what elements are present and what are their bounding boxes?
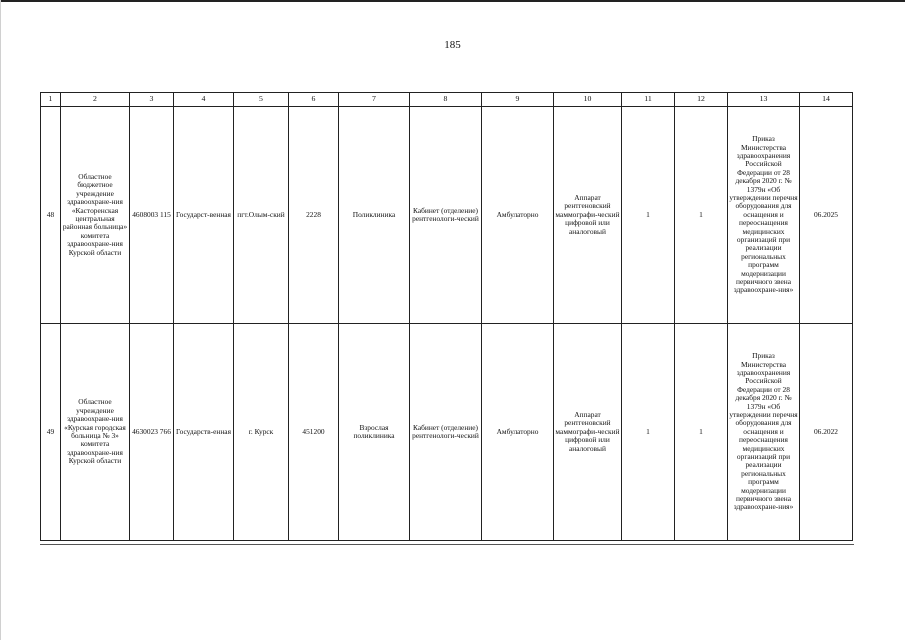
header-cell: 10 <box>554 93 622 107</box>
header-cell: 2 <box>61 93 130 107</box>
header-cell: 7 <box>339 93 410 107</box>
row-number: 49 <box>41 324 61 541</box>
header-cell: 14 <box>800 93 853 107</box>
legal-basis: Приказ Министерства здравоохранения Российской Федерации от 28 декабря 2020 г. № 1379н «Об утверждении перечня оборудования для оснащения и переоснащения медицинских организаций при реализации региональных программ модернизации первичного звена здравоохране-ния» <box>728 107 800 324</box>
quantity-a: 1 <box>622 107 675 324</box>
legal-basis: Приказ Министерства здравоохранения Российской Федерации от 28 декабря 2020 г. № 1379н «Об утверждении перечня оборудования для оснащения и переоснащения медицинских организаций при реализации региональных программ модернизации первичного звена здравоохране-ния» <box>728 324 800 541</box>
row-number: 48 <box>41 107 61 324</box>
header-cell: 3 <box>130 93 174 107</box>
page-bottom-rule <box>40 544 854 545</box>
table-row <box>41 107 853 324</box>
header-cell: 13 <box>728 93 800 107</box>
room-type: Кабинет (отделение) рентгенологи-ческий <box>410 107 482 324</box>
unit-type: Поликлиника <box>339 107 410 324</box>
page-number: 185 <box>444 39 461 51</box>
header-cell: 11 <box>622 93 675 107</box>
quantity-a: 1 <box>622 324 675 541</box>
header-cell: 9 <box>482 93 554 107</box>
locality: г. Курск <box>234 324 289 541</box>
scan-edge-top <box>0 0 905 2</box>
header-cell: 1 <box>41 93 61 107</box>
header-cell: 12 <box>675 93 728 107</box>
header-cell: 6 <box>289 93 339 107</box>
population: 2228 <box>289 107 339 324</box>
header-cell: 5 <box>234 93 289 107</box>
scan-edge-left <box>0 0 1 640</box>
equipment-name: Аппарат рентгеновский маммографи-ческий цифровой или аналоговый <box>554 324 622 541</box>
delivery-date: 06.2025 <box>800 107 853 324</box>
quantity-b: 1 <box>675 324 728 541</box>
ownership-form: Государств-енная <box>174 324 234 541</box>
equipment-table <box>40 92 853 541</box>
organization-code: 4630023 766 <box>130 324 174 541</box>
equipment-name: Аппарат рентгеновский маммографи-ческий цифровой или аналоговый <box>554 107 622 324</box>
care-type: Амбулаторно <box>482 324 554 541</box>
organization-code: 4608003 115 <box>130 107 174 324</box>
quantity-b: 1 <box>675 107 728 324</box>
care-type: Амбулаторно <box>482 107 554 324</box>
room-type: Кабинет (отделение) рентгенологи-ческий <box>410 324 482 541</box>
table-row <box>41 324 853 541</box>
organization-name: Областное учреждение здравоохране-ния «Курская городская больница № 3» комитета здравоохране-ния Курской области <box>61 324 130 541</box>
header-row <box>41 93 853 107</box>
unit-type: Взрослая поликлиника <box>339 324 410 541</box>
population: 451200 <box>289 324 339 541</box>
header-cell: 4 <box>174 93 234 107</box>
ownership-form: Государст-венная <box>174 107 234 324</box>
locality: пгт.Олым-ский <box>234 107 289 324</box>
header-cell: 8 <box>410 93 482 107</box>
organization-name: Областное бюджетное учреждение здравоохране-ния «Касторенская центральная районная больница» комитета здравоохране-ния Курской области <box>61 107 130 324</box>
delivery-date: 06.2022 <box>800 324 853 541</box>
